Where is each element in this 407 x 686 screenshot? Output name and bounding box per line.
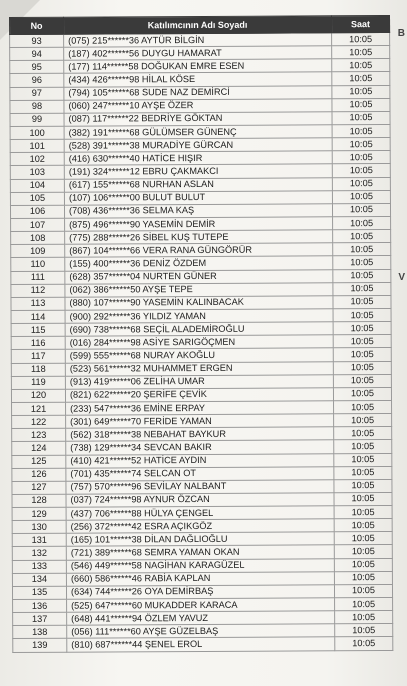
cell-no: 129 xyxy=(12,507,66,520)
cell-no: 93 xyxy=(10,34,64,47)
cell-no: 97 xyxy=(10,87,64,100)
cell-name: (690) 738******68 SEÇİL ALADEMİROĞLU xyxy=(65,322,333,337)
cell-name: (037) 724******98 AYNUR ÖZCAN xyxy=(66,493,334,508)
header-no: No xyxy=(10,17,64,34)
cell-no: 111 xyxy=(11,271,65,284)
cell-no: 137 xyxy=(13,612,67,625)
cell-no: 94 xyxy=(10,47,64,60)
cell-no: 101 xyxy=(10,139,64,152)
cell-saat: 10:05 xyxy=(332,33,390,46)
cell-name: (016) 284******98 ASİYE SARIGÖÇMEN xyxy=(65,335,333,350)
cell-saat: 10:05 xyxy=(332,164,390,177)
cell-no: 107 xyxy=(11,218,65,231)
cell-saat: 10:05 xyxy=(334,558,392,571)
cell-name: (875) 496******90 YASEMİN DEMİR xyxy=(65,217,333,232)
cell-no: 112 xyxy=(11,284,65,297)
cell-no: 96 xyxy=(10,74,64,87)
cell-saat: 10:05 xyxy=(334,545,392,558)
cell-no: 135 xyxy=(12,586,66,599)
cell-no: 104 xyxy=(10,179,64,192)
cell-name: (056) 111******60 AYŞE GÜZELBAŞ xyxy=(67,624,335,639)
cell-name: (528) 391******38 MURADİYE GÜRCAN xyxy=(64,138,332,153)
cell-no: 120 xyxy=(11,389,65,402)
cell-name: (525) 647******60 MUKADDER KARACA xyxy=(67,598,335,613)
cell-no: 126 xyxy=(12,468,66,481)
cell-name: (821) 622******20 ŞERİFE ÇEVİK xyxy=(65,388,333,403)
cell-saat: 10:05 xyxy=(333,282,391,295)
cell-saat: 10:05 xyxy=(334,492,392,505)
cell-name: (191) 324******12 EBRU ÇAKMAKCI xyxy=(64,164,332,179)
cell-no: 117 xyxy=(11,350,65,363)
cell-saat: 10:05 xyxy=(334,400,392,413)
cell-saat: 10:05 xyxy=(334,479,392,492)
cell-saat: 10:05 xyxy=(332,85,390,98)
cell-name: (757) 570******96 SEVİLAY NALBANT xyxy=(66,480,334,495)
cell-saat: 10:05 xyxy=(332,124,390,137)
cell-no: 138 xyxy=(13,626,67,639)
cell-name: (416) 630******40 HATİCE HIŞIR xyxy=(64,151,332,166)
cell-name: (177) 114******58 DOĞUKAN EMRE ESEN xyxy=(64,59,332,74)
cell-no: 95 xyxy=(10,60,64,73)
cell-saat: 10:05 xyxy=(332,190,390,203)
cell-saat: 10:05 xyxy=(333,308,391,321)
cell-no: 132 xyxy=(12,547,66,560)
edge-letter: V xyxy=(398,272,405,283)
cell-saat: 10:05 xyxy=(334,571,392,584)
cell-no: 98 xyxy=(10,100,64,113)
cell-no: 131 xyxy=(12,534,66,547)
cell-name: (410) 421******52 HATİCE AYDIN xyxy=(66,453,334,468)
cell-no: 119 xyxy=(11,376,65,389)
cell-saat: 10:05 xyxy=(332,138,390,151)
cell-no: 102 xyxy=(10,152,64,165)
cell-name: (437) 706******88 HÜLYA ÇENGEL xyxy=(66,506,334,521)
cell-name: (087) 117******22 BEDRİYE GÖKTAN xyxy=(64,112,332,127)
cell-no: 106 xyxy=(10,205,64,218)
participant-sheet xyxy=(9,15,392,653)
cell-no: 125 xyxy=(12,455,66,468)
cell-saat: 10:05 xyxy=(333,295,391,308)
header-name: Katılımcının Adı Soyadı xyxy=(64,16,332,34)
cell-no: 127 xyxy=(12,481,66,494)
cell-saat: 10:05 xyxy=(334,440,392,453)
cell-name: (434) 426******98 HİLAL KÖSE xyxy=(64,72,332,87)
cell-no: 124 xyxy=(12,442,66,455)
cell-name: (060) 247******10 AYŞE ÖZER xyxy=(64,99,332,114)
cell-saat: 10:05 xyxy=(332,59,390,72)
cell-name: (562) 318******38 NEBAHAT BAYKUR xyxy=(66,427,334,442)
cell-saat: 10:05 xyxy=(334,427,392,440)
cell-name: (165) 101******38 DİLAN DAĞLIOĞLU xyxy=(66,532,334,547)
cell-name: (546) 449******58 NAGİHAN KARAGÜZEL xyxy=(66,558,334,573)
cell-name: (523) 561******32 MUHAMMET ERGEN xyxy=(65,361,333,376)
cell-saat: 10:05 xyxy=(333,361,391,374)
cell-saat: 10:05 xyxy=(335,611,393,624)
cell-no: 110 xyxy=(11,258,65,271)
cell-saat: 10:05 xyxy=(334,466,392,479)
cell-name: (701) 435******74 SELCAN OT xyxy=(66,466,334,481)
cell-saat: 10:05 xyxy=(333,230,391,243)
cell-no: 114 xyxy=(11,310,65,323)
cell-name: (900) 292******36 YILDIZ YAMAN xyxy=(65,309,333,324)
cell-name: (187) 402******56 DUYGU HAMARAT xyxy=(64,46,332,61)
cell-saat: 10:05 xyxy=(334,584,392,597)
cell-saat: 10:05 xyxy=(335,598,393,611)
cell-saat: 10:05 xyxy=(332,177,390,190)
cell-name: (634) 744******26 OYA DEMİRBAŞ xyxy=(66,585,334,600)
cell-name: (599) 555******68 NURAY AKOĞLU xyxy=(65,348,333,363)
cell-saat: 10:05 xyxy=(332,98,390,111)
cell-no: 118 xyxy=(11,363,65,376)
cell-saat: 10:05 xyxy=(332,111,390,124)
cell-no: 109 xyxy=(11,244,65,257)
header-saat: Saat xyxy=(331,16,389,33)
cell-name: (075) 215******36 AYTÜR BİLGİN xyxy=(64,33,332,48)
cell-name: (721) 389******68 SEMRA YAMAN OKAN xyxy=(66,545,334,560)
cell-no: 121 xyxy=(12,402,66,415)
table-header-row xyxy=(10,16,390,35)
cell-no: 105 xyxy=(10,192,64,205)
cell-saat: 10:05 xyxy=(332,72,390,85)
cell-name: (867) 104******66 VERA RANA GÜNGÖRÜR xyxy=(65,243,333,258)
cell-no: 136 xyxy=(13,599,67,612)
cell-no: 128 xyxy=(12,494,66,507)
participant-table xyxy=(9,15,393,653)
table-row xyxy=(13,637,393,652)
cell-no: 115 xyxy=(11,323,65,336)
cell-no: 133 xyxy=(12,560,66,573)
table-body xyxy=(10,33,393,653)
cell-no: 123 xyxy=(12,428,66,441)
cell-saat: 10:05 xyxy=(333,374,391,387)
cell-name: (382) 191******68 GÜLÜMSER GÜNENÇ xyxy=(64,125,332,140)
cell-no: 100 xyxy=(10,126,64,139)
cell-saat: 10:05 xyxy=(335,637,393,650)
cell-name: (628) 357******04 NURTEN GÜNER xyxy=(65,269,333,284)
cell-name: (880) 107******90 YASEMİN KALINBACAK xyxy=(65,296,333,311)
cell-saat: 10:05 xyxy=(334,414,392,427)
edge-letter: B xyxy=(397,28,405,39)
cell-name: (648) 441******94 ÖZLEM YAVUZ xyxy=(67,611,335,626)
cell-saat: 10:05 xyxy=(333,335,391,348)
cell-saat: 10:05 xyxy=(333,243,391,256)
cell-name: (062) 386******50 AYŞE TEPE xyxy=(65,282,333,297)
cell-no: 103 xyxy=(10,166,64,179)
cell-saat: 10:05 xyxy=(332,151,390,164)
cell-no: 108 xyxy=(11,231,65,244)
cell-saat: 10:05 xyxy=(333,387,391,400)
cell-name: (301) 649******70 FERİDE YAMAN xyxy=(66,414,334,429)
cell-no: 134 xyxy=(12,573,66,586)
cell-saat: 10:05 xyxy=(333,269,391,282)
cell-name: (155) 400******36 DENİZ ÖZDEM xyxy=(65,256,333,271)
cell-name: (660) 586******46 RABİA KAPLAN xyxy=(66,572,334,587)
cell-saat: 10:05 xyxy=(333,322,391,335)
cell-no: 122 xyxy=(12,415,66,428)
cell-no: 116 xyxy=(11,336,65,349)
cell-no: 113 xyxy=(11,297,65,310)
cell-name: (794) 105******68 SUDE NAZ DEMİRCİ xyxy=(64,85,332,100)
cell-saat: 10:05 xyxy=(334,453,392,466)
cell-saat: 10:05 xyxy=(333,216,391,229)
cell-name: (107) 106******00 BULUT BULUT xyxy=(64,190,332,205)
cell-name: (256) 372******42 ESRA AÇIKGÖZ xyxy=(66,519,334,534)
cell-saat: 10:05 xyxy=(335,624,393,637)
cell-saat: 10:05 xyxy=(333,348,391,361)
cell-saat: 10:05 xyxy=(334,506,392,519)
cell-saat: 10:05 xyxy=(334,532,392,545)
cell-name: (775) 288******26 SİBEL KUŞ TUTEPE xyxy=(65,230,333,245)
cell-no: 130 xyxy=(12,520,66,533)
cell-saat: 10:05 xyxy=(332,203,390,216)
cell-name: (233) 547******36 EMİNE ERPAY xyxy=(66,401,334,416)
cell-name: (913) 419******06 ZELİHA UMAR xyxy=(65,374,333,389)
cell-name: (738) 129******34 SEVCAN BAKIR xyxy=(66,440,334,455)
cell-name: (810) 687******44 ŞENEL EROL xyxy=(67,637,335,652)
cell-name: (708) 436******36 SELMA KAŞ xyxy=(64,204,332,219)
cell-no: 139 xyxy=(13,639,67,652)
cell-saat: 10:05 xyxy=(333,256,391,269)
cell-name: (617) 155******68 NURHAN ASLAN xyxy=(64,177,332,192)
cell-no: 99 xyxy=(10,113,64,126)
cell-saat: 10:05 xyxy=(332,46,390,59)
cell-saat: 10:05 xyxy=(334,519,392,532)
